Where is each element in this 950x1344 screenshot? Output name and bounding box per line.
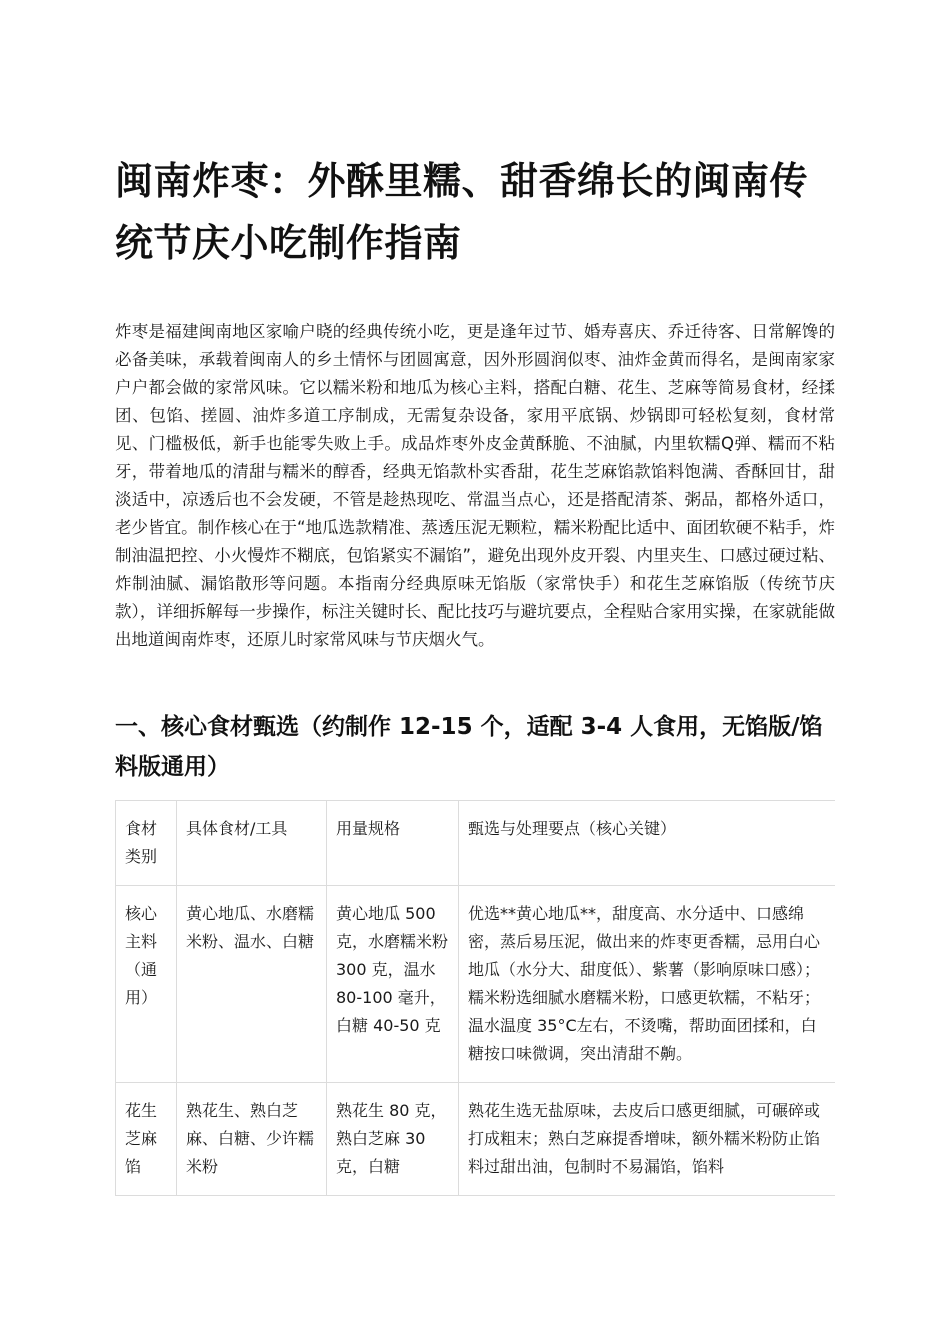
- cell-items: 黄心地瓜、水磨糯米粉、温水、白糖: [177, 886, 327, 1083]
- cell-category: 花生芝麻馅: [116, 1083, 177, 1196]
- cell-category: 核心主料（通用）: [116, 886, 177, 1083]
- page-title: 闽南炸枣：外酥里糯、甜香绵长的闽南传统节庆小吃制作指南: [115, 159, 809, 265]
- table-row: [116, 1083, 836, 1196]
- cell-notes: 熟花生选无盐原味，去皮后口感更细腻，可碾碎或打成粗末；熟白芝麻提香增味，额外糯米粉防止馅料过甜出油，包制时不易漏馅，馅料: [459, 1083, 836, 1196]
- header-amount: 用量规格: [327, 801, 459, 886]
- header-notes: 甄选与处理要点（核心关键）: [459, 801, 836, 886]
- header-category: 食材类别: [116, 801, 177, 886]
- cell-items: 熟花生、熟白芝麻、白糖、少许糯米粉: [177, 1083, 327, 1196]
- cell-notes: 优选**黄心地瓜**，甜度高、水分适中、口感绵密，蒸后易压泥，做出来的炸枣更香糯，忌用白心地瓜（水分大、甜度低）、紫薯（影响原味口感）；糯米粉选细腻水磨糯米粉，口感更软糯，不粘牙；温水温度 35°C左右，不烫嘴，帮助面团揉和，白糖按口味微调，突出清甜不齁。: [459, 886, 836, 1083]
- cell-amount: 熟花生 80 克，熟白芝麻 30 克，白糖: [327, 1083, 459, 1196]
- table-row: [116, 886, 836, 1083]
- section-heading-ingredients: 一、核心食材甄选（约制作 12-15 个，适配 3-4 人食用，无馅版/馅料版通用）: [115, 714, 823, 780]
- header-items: 具体食材/工具: [177, 801, 327, 886]
- table-header-row: [116, 801, 836, 886]
- ingredients-table-container: [115, 800, 835, 1214]
- intro-paragraph: 炸枣是福建闽南地区家喻户晓的经典传统小吃，更是逢年过节、婚寿喜庆、乔迁待客、日常解馋的必备美味，承载着闽南人的乡土情怀与团圆寓意，因外形圆润似枣、油炸金黄而得名，是闽南家家户户都会做的家常风味。它以糯米粉和地瓜为核心主料，搭配白糖、花生、芝麻等简易食材，经揉团、包馅、搓圆、油炸多道工序制成，无需复杂设备，家用平底锅、炒锅即可轻松复刻，食材常见、门槛极低，新手也能零失败上手。成品炸枣外皮金黄酥脆、不油腻，内里软糯Q弹、糯而不粘牙，带着地瓜的清甜与糯米的醇香，经典无馅款朴实香甜，花生芝麻馅款馅料饱满、香酥回甘，甜淡适中，凉透后也不会发硬，不管是趁热现吃、常温当点心，还是搭配清茶、粥品，都格外适口，老少皆宜。制作核心在于“地瓜选款精准、蒸透压泥无颗粒，糯米粉配比适中、面团软硬不粘手，炸制油温把控、小火慢炸不糊底，包馅紧实不漏馅”，避免出现外皮开裂、内里夹生、口感过硬过粘、炸制油腻、漏馅散形等问题。本指南分经典原味无馅版（家常快手）和花生芝麻馅版（传统节庆款），详细拆解每一步操作，标注关键时长、配比技巧与避坑要点，全程贴合家用实操，在家就能做出地道闽南炸枣，还原儿时家常风味与节庆烟火气。: [115, 322, 835, 649]
- cell-amount: 黄心地瓜 500 克，水磨糯米粉 300 克，温水 80-100 毫升，白糖 40-50 克: [327, 886, 459, 1083]
- ingredients-table: [115, 800, 835, 1196]
